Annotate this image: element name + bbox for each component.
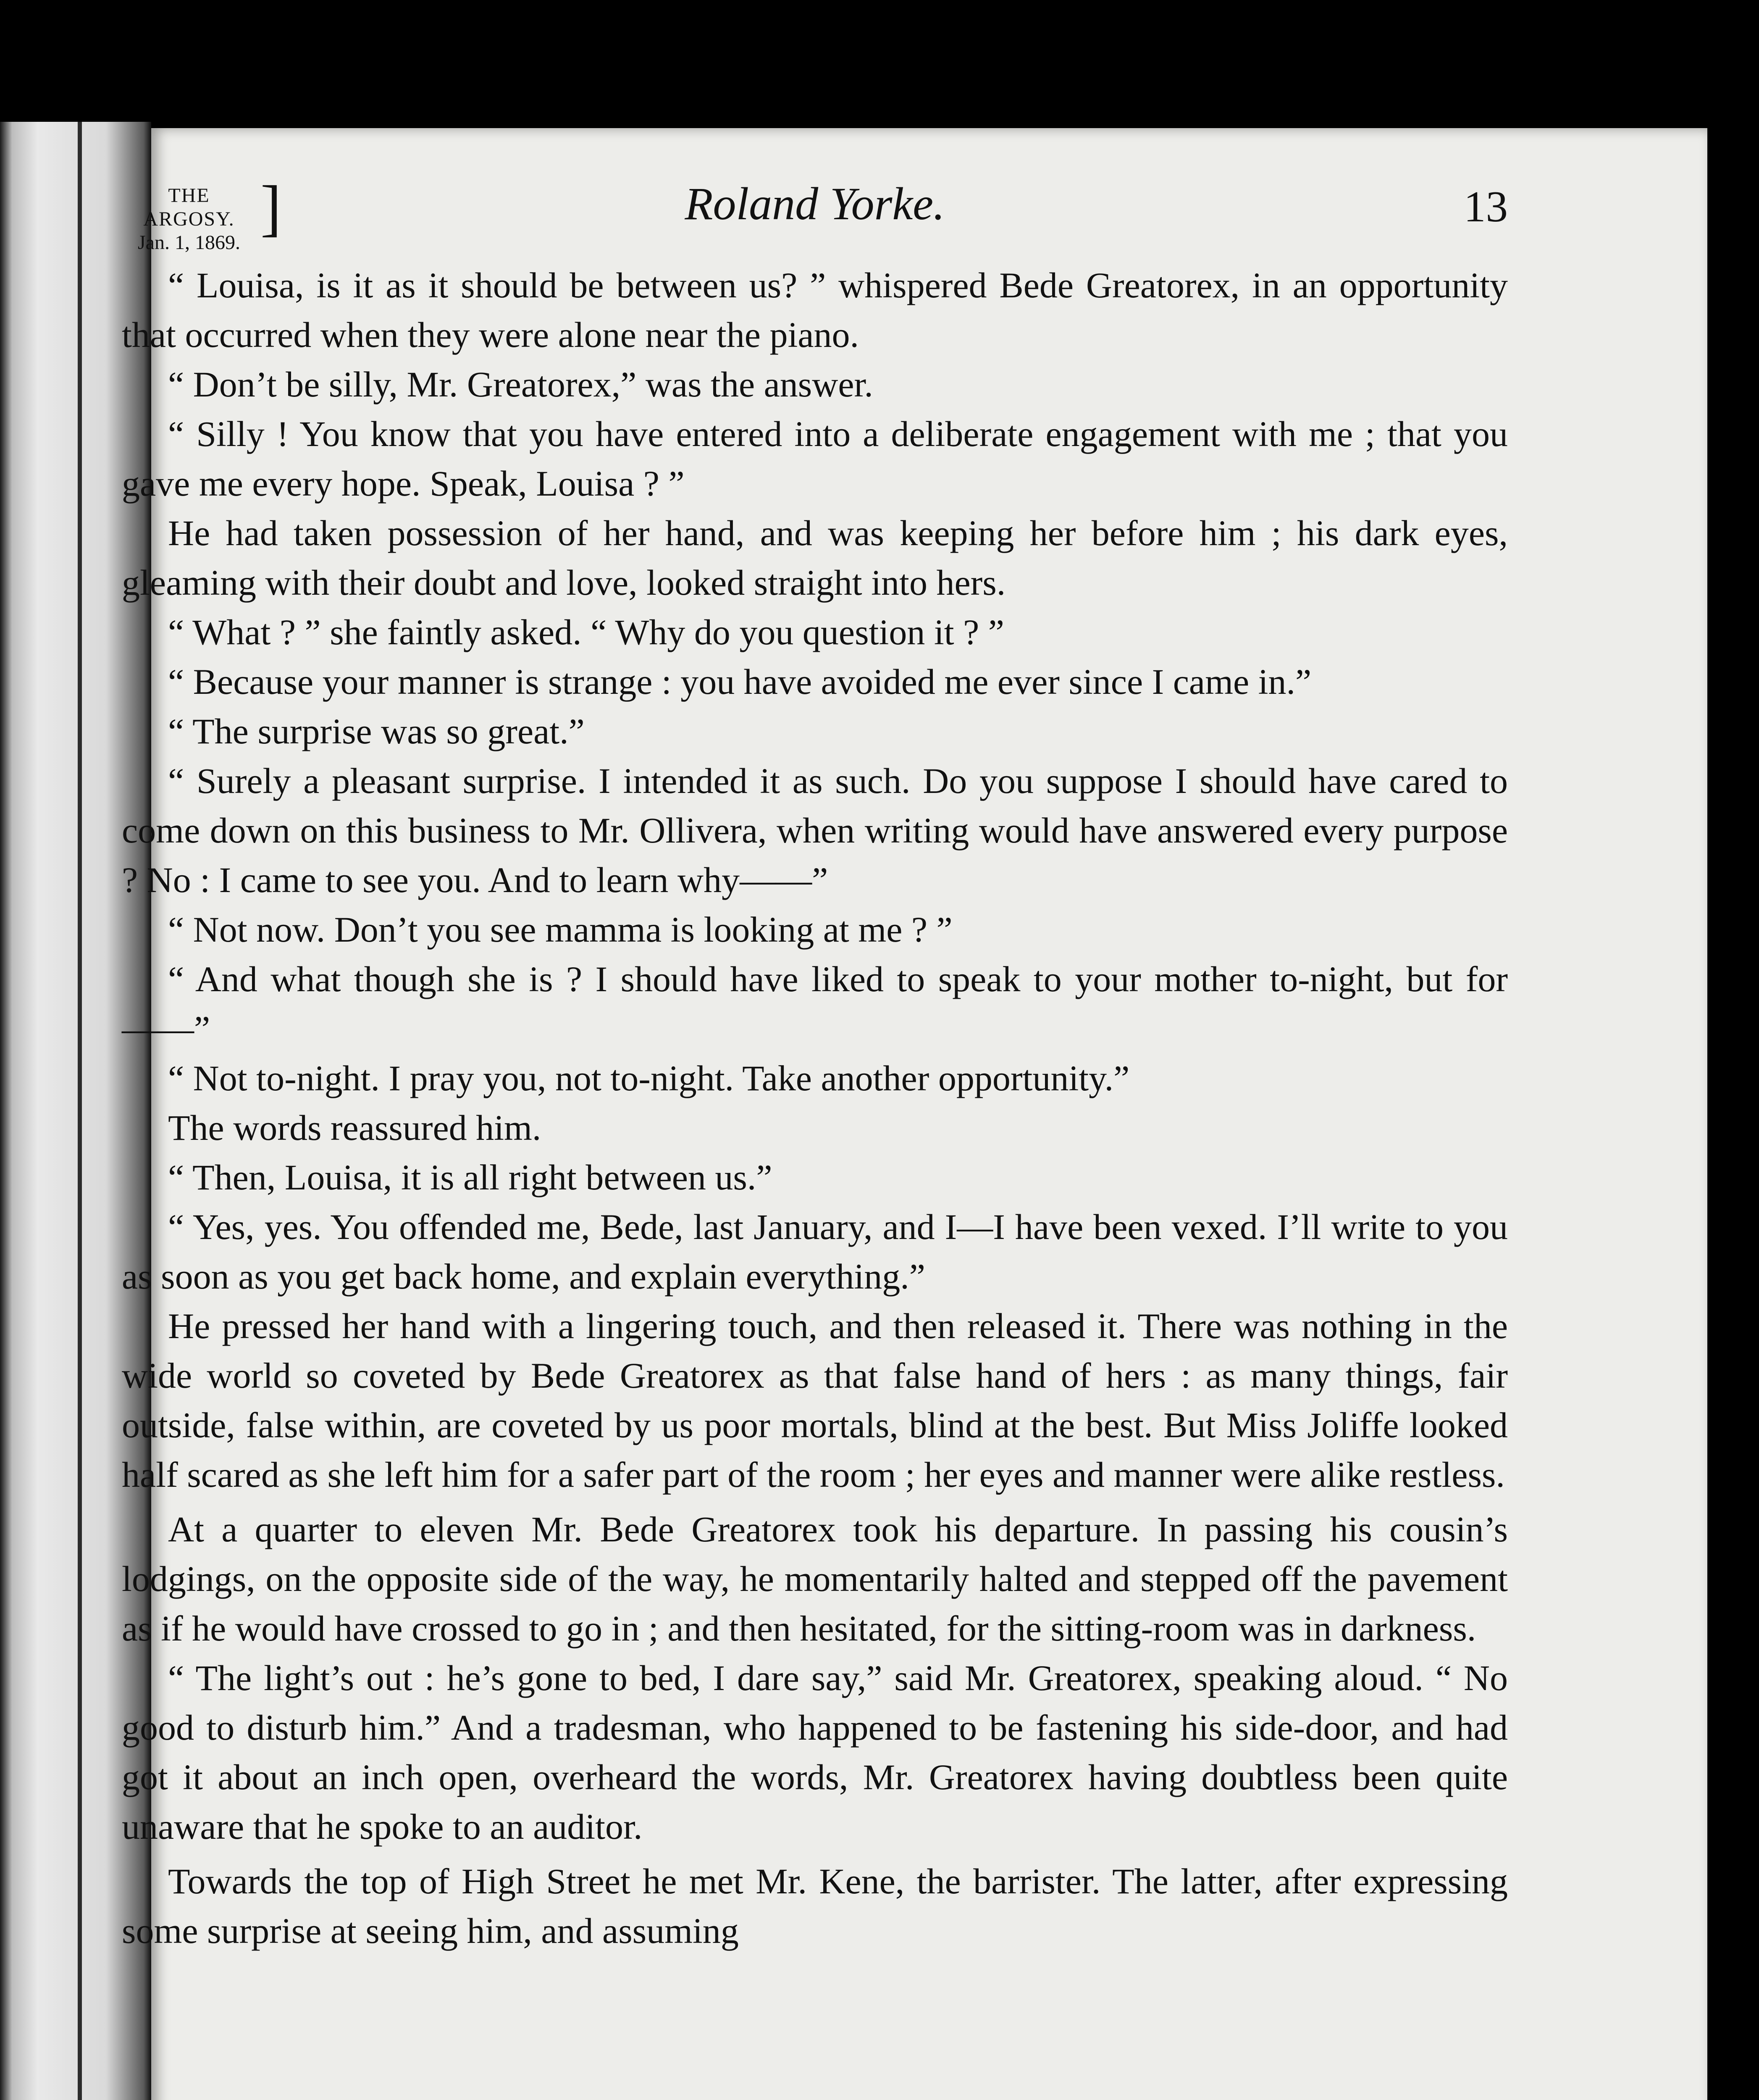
page-title: Roland Yorke. [685,178,945,229]
paragraph: “ Don’t be silly, Mr. Greatorex,” was the answer. [168,364,873,404]
body-text [122,260,1508,1956]
page-header [122,173,1508,260]
paragraph: “ What ? ” she faintly asked. “ Why do you question it ? ” [168,612,1004,652]
page-number: 13 [1464,182,1508,231]
paragraph: “ And what though she is ? I should have liked to speak to your mother to-night, but for——” [122,959,1508,1049]
paragraph: The words reassured him. [168,1108,541,1148]
paragraph: “ Then, Louisa, it is all right between us.” [168,1157,772,1197]
paragraph: “ Surely a pleasant surprise. I intended it as such. Do you suppose I should have cared to come down on this business to Mr. Ollivera, when writing would have answered every purpose ? No : I came to see you. And to learn why——” [122,761,1508,900]
paragraph: He pressed her hand with a lingering touch, and then released it. There was nothing in the wide world so coveted by Bede Greatorex as that false hand of hers : as many things, fair outside, false within, are coveted by us poor mortals, blind at the best. But Miss Joliffe looked half scared as she left him for a safer part of the room ; her eyes and manner were alike restless. [122,1306,1508,1495]
paragraph: “ Because your manner is strange : you have avoided me ever since I came in.” [168,662,1312,702]
paragraph: “ Yes, yes. You offended me, Bede, last January, and I—I have been vexed. I’ll write to you as soon as you get back home, and explain everything.” [122,1207,1508,1297]
paragraph: At a quarter to eleven Mr. Bede Greatorex took his departure. In passing his cousin’s lodgings, on the opposite side of the way, he momentarily halted and stepped off the pavement as if he would have crossed to go in ; and then hesitated, for the sitting-room was in darkness. [122,1509,1508,1648]
paragraph: “ Not now. Don’t you see mamma is looking at me ? ” [168,909,953,950]
running-head-bracket: ] [260,173,281,243]
paragraph: “ Louisa, is it as it should be between us? ” whispered Bede Greatorex, in an opportunity that occurred when they were alone near the piano. [122,265,1508,355]
binding-fold [78,122,82,2100]
issue-date: Jan. 1, 1869. [138,231,240,254]
paragraph: “ Silly ! You know that you have entered into a deliberate engagement with me ; that you gave me every hope. Speak, Louisa ? ” [122,414,1508,504]
paragraph: Towards the top of High Street he met Mr. Kene, the barrister. The latter, after expressing some surprise at seeing him, and assuming [122,1861,1508,1951]
paragraph: “ The light’s out : he’s gone to bed, I dare say,” said Mr. Greatorex, speaking aloud. “ No good to disturb him.” And a tradesman, who happened to be fastening his side-door, and had got it about an inch open, overheard the words, Mr. Greatorex having doubtless been quite unaware that he spoke to an auditor. [122,1658,1508,1847]
paragraph: “ Not to-night. I pray you, not to-night. Take another opportunity.” [168,1058,1130,1098]
magazine-name: THE ARGOSY. [143,184,235,230]
paragraph: He had taken possession of her hand, and was keeping her before him ; his dark eyes, gleaming with their doubt and love, looked straight into hers. [122,513,1508,603]
paragraph: “ The surprise was so great.” [168,711,585,751]
